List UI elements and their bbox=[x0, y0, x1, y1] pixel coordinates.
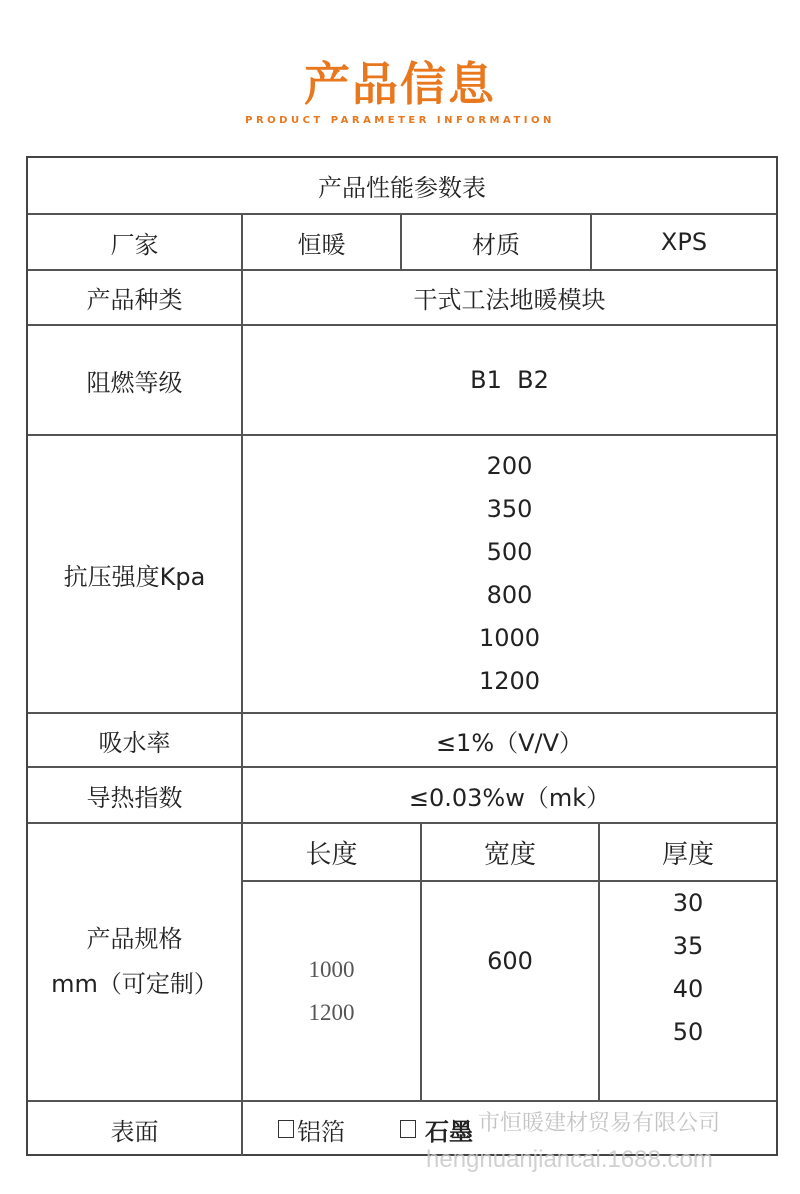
thickness-header: 厚度 bbox=[661, 839, 714, 870]
length-header: 长度 bbox=[305, 839, 358, 870]
length-value: 1200 bbox=[308, 1000, 355, 1025]
page-title: 产品信息 bbox=[304, 57, 496, 111]
fire-rating-value: B1 B2 bbox=[470, 366, 549, 394]
table-caption: 产品性能参数表 bbox=[318, 174, 486, 202]
thickness-values bbox=[600, 882, 776, 1054]
spec-label bbox=[28, 824, 241, 1100]
water-absorption-label: 吸水率 bbox=[98, 728, 171, 757]
strength-value: 1200 bbox=[478, 667, 541, 695]
width-header: 宽度 bbox=[483, 839, 536, 870]
length-values bbox=[243, 882, 420, 1100]
parameter-table bbox=[26, 156, 778, 1156]
width-value: 600 bbox=[487, 947, 533, 975]
category-value: 干式工法地暖模块 bbox=[413, 286, 606, 314]
manufacturer-label: 厂家 bbox=[110, 230, 159, 259]
thickness-value: 30 bbox=[672, 889, 704, 917]
surface-label: 表面 bbox=[110, 1117, 159, 1146]
material-label: 材质 bbox=[472, 230, 520, 259]
page-subtitle: PRODUCT PARAMETER INFORMATION bbox=[245, 115, 555, 126]
material-value: XPS bbox=[660, 228, 708, 256]
thermal-value: ≤0.03%w（mk） bbox=[408, 783, 611, 812]
strength-value: 350 bbox=[486, 495, 533, 523]
manufacturer-value: 恒暖 bbox=[297, 230, 346, 259]
thermal-label: 导热指数 bbox=[86, 783, 183, 812]
strength-values bbox=[243, 436, 776, 712]
fire-rating-label: 阻燃等级 bbox=[86, 368, 183, 397]
strength-value: 200 bbox=[486, 452, 533, 480]
surface-option-label: 石墨 bbox=[425, 1117, 473, 1146]
spec-label-line: mm（可定制） bbox=[51, 970, 218, 998]
checkbox-icon bbox=[278, 1120, 294, 1138]
thickness-value: 50 bbox=[672, 1018, 704, 1046]
watermark-company: 市恒暖建材贸易有限公司 bbox=[478, 1111, 721, 1136]
water-absorption-value: ≤1%（V/V） bbox=[435, 728, 584, 757]
thickness-value: 35 bbox=[672, 932, 704, 960]
strength-label: 抗压强度Kpa bbox=[63, 562, 206, 591]
category-label: 产品种类 bbox=[86, 286, 183, 314]
thickness-value: 40 bbox=[672, 975, 704, 1003]
surface-option-aluminum[interactable] bbox=[278, 1102, 398, 1156]
strength-value: 500 bbox=[486, 538, 533, 566]
strength-value: 1000 bbox=[478, 624, 541, 652]
watermark-url: hengnuanjiancai.1688.com bbox=[426, 1146, 713, 1173]
surface-option-label: 铝箔 bbox=[297, 1117, 345, 1146]
spec-label-line: 产品规格 bbox=[86, 925, 183, 953]
length-value: 1000 bbox=[308, 957, 355, 982]
checkbox-icon bbox=[400, 1120, 416, 1138]
strength-value: 800 bbox=[486, 581, 533, 609]
